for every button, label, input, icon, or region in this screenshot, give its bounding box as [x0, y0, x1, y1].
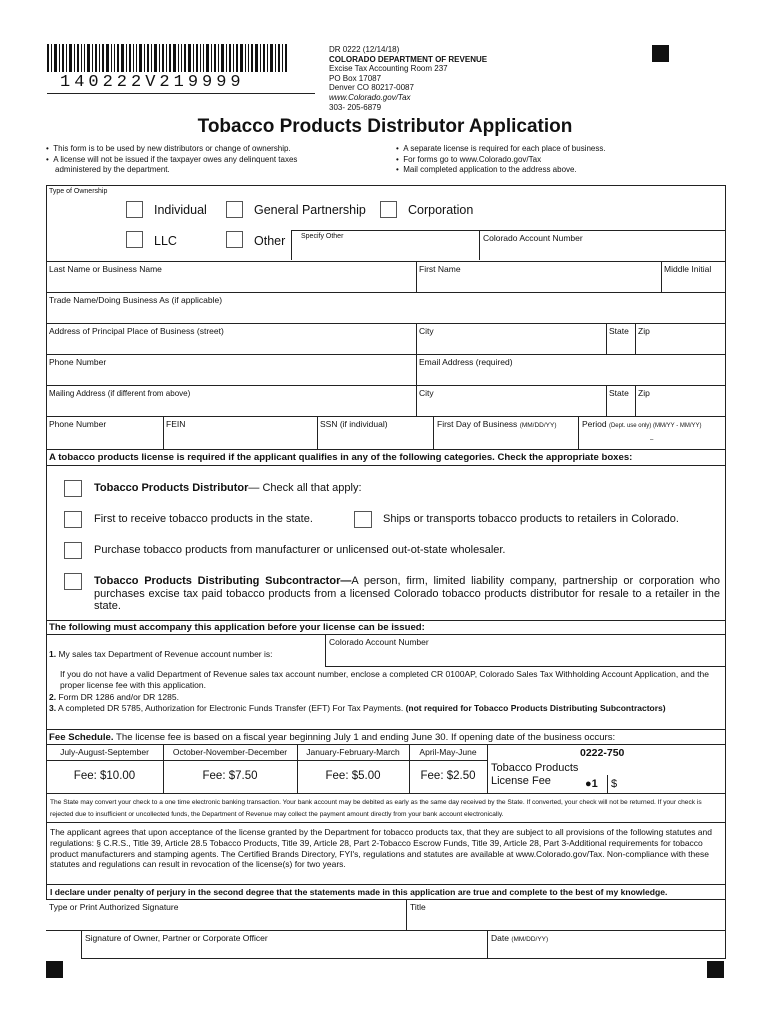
- specify-other-field[interactable]: Specify Other: [301, 233, 344, 240]
- fee-amount-q4: Fee: $2.50: [420, 770, 476, 782]
- first-receive-label: First to receive tobacco products in the state.: [94, 513, 313, 525]
- distributor-label: [94, 482, 362, 494]
- intro-bullet: • A separate license is required for each place of business.: [396, 144, 606, 153]
- subcontractor-checkbox[interactable]: [64, 573, 82, 590]
- fee-amount-q2: Fee: $7.50: [202, 770, 258, 782]
- fee-schedule-text: [49, 732, 615, 743]
- department-name: COLORADO DEPARTMENT OF REVENUE: [329, 54, 488, 64]
- barcode-graphic: [47, 44, 287, 72]
- barcode: [47, 44, 287, 72]
- ssn-field[interactable]: SSN (if individual): [320, 419, 388, 429]
- phone-field-2[interactable]: Phone Number: [49, 419, 107, 429]
- middle-initial-field[interactable]: Middle Initial: [664, 264, 712, 274]
- address-line: Excise Tax Accounting Room 237: [329, 64, 448, 74]
- registration-mark: [652, 45, 669, 62]
- intro-text: A license will not be issued if the taxpayer owes any delinquent taxes: [53, 154, 298, 164]
- trade-name-field[interactable]: Trade Name/Doing Business As (if applicable): [49, 295, 223, 305]
- ownership-label: Type of Ownership: [49, 188, 108, 195]
- distributor-note: — Check all that apply:: [248, 482, 362, 494]
- registration-mark: [46, 961, 63, 978]
- address-line: Denver CO 80217-0087: [329, 83, 414, 93]
- license-fee-label: [491, 762, 578, 788]
- barcode-number: 140222V219999: [60, 73, 245, 92]
- eft-notice: The State may convert your check to a one time electronic banking transaction. Your bank account may be debited as early as the same day received by the State. If converted, your check will not be returned. If your check is rejected due to insufficient or uncollected funds, the Department of Revenue may collect the payment amount directly from your bank account electronically.: [50, 799, 702, 818]
- distributor-title: Tobacco Products Distributor: [94, 482, 249, 494]
- item1: [49, 649, 273, 659]
- intro-left: [46, 144, 297, 176]
- categories-header: A tobacco products license is required if the applicant qualifies in any of the following categories. Check the appropriate boxes:: [49, 452, 633, 463]
- form-number: DR 0222 (12/14/18): [329, 45, 400, 54]
- general-partnership-checkbox[interactable]: [226, 201, 243, 218]
- first-name-field[interactable]: First Name: [419, 264, 461, 274]
- subcontractor-description: A person, firm, limited liability company, partnership or corporation who purchases excise tax paid tobacco products from a licensed Colorado tobacco products distributor for resale to a retailer in the state.: [94, 575, 720, 612]
- subcontractor-title: Tobacco Products Distributing Subcontractor—: [94, 575, 352, 587]
- item2-text: Form DR 1286 and/or DR 1285.: [58, 692, 179, 702]
- general-partnership-label: General Partnership: [254, 203, 366, 217]
- intro-text: Mail completed application to the address above.: [403, 165, 577, 174]
- fee-code: 0222-750: [580, 747, 625, 759]
- intro-bullet: • For forms go to www.Colorado.gov/Tax: [396, 154, 542, 164]
- first-day-label: First Day of Business: [437, 419, 518, 429]
- accompany-header: The following must accompany this application before your license can be issued:: [49, 622, 425, 633]
- email-field[interactable]: Email Address (required): [419, 357, 513, 367]
- print-name-field[interactable]: Type or Print Authorized Signature: [49, 902, 179, 912]
- license-fee-line2: License Fee: [491, 775, 551, 787]
- item1-note: If you do not have a valid Department of Revenue sales tax account number, enclose a completed CR 0100AP, Colorado Sales Tax Withholding Account Application, and the proper license fee with this application.: [60, 669, 709, 690]
- intro-text: administered by the department.: [55, 165, 170, 174]
- intro-bullet: • This form is to be used by new distributors or change of ownership.: [46, 144, 291, 153]
- intro-bullet: • A license will not be issued if the taxpayer owes any delinquent taxes: [46, 154, 298, 164]
- period-label: Period: [582, 419, 607, 429]
- page-title: Tobacco Products Distributor Application: [197, 116, 573, 137]
- registration-mark: [707, 961, 724, 978]
- fee-period-q2: October-November-December: [172, 747, 288, 757]
- mailing-address-field[interactable]: Mailing Address (if different from above): [49, 389, 191, 398]
- purchase-label: Purchase tobacco products from manufacturer or unlicensed out-ot-state wholesaler.: [94, 544, 506, 556]
- period-dash: –: [650, 437, 654, 443]
- item3-number: 3.: [49, 703, 57, 713]
- colorado-account-number-field[interactable]: Colorado Account Number: [483, 233, 583, 243]
- declaration: I declare under penalty of perjury in the second degree that the statements made in this application are true and complete to the best of my knowledge.: [50, 887, 668, 897]
- address-line: PO Box 17087: [329, 73, 382, 83]
- fee-amount-q1: Fee: $10.00: [73, 770, 136, 782]
- mailing-zip-field[interactable]: Zip: [638, 388, 650, 398]
- individual-checkbox[interactable]: [126, 201, 143, 218]
- principal-address-field[interactable]: Address of Principal Place of Business (street): [49, 326, 224, 336]
- principal-zip-field[interactable]: Zip: [638, 326, 650, 336]
- llc-checkbox[interactable]: [126, 231, 143, 248]
- other-label: Other: [254, 234, 286, 248]
- fee-period-q3: January-February-March: [306, 747, 400, 757]
- title-field[interactable]: Title: [410, 902, 426, 912]
- fein-field[interactable]: FEIN: [166, 419, 186, 429]
- individual-label: Individual: [154, 203, 207, 217]
- date-label: Date: [491, 933, 509, 943]
- corporation-checkbox[interactable]: [380, 201, 397, 218]
- item1-number: 1.: [49, 649, 57, 659]
- intro-text: A separate license is required for each place of business.: [403, 144, 606, 153]
- ships-label: Ships or transports tobacco products to retailers in Colorado.: [383, 513, 679, 525]
- license-fee-amount-field[interactable]: $: [611, 778, 618, 790]
- date-field[interactable]: [491, 933, 548, 943]
- address-line: www.Colorado.gov/Tax: [329, 92, 411, 102]
- signature-field[interactable]: Signature of Owner, Partner or Corporate Officer: [85, 933, 268, 943]
- account-number-field[interactable]: Colorado Account Number: [329, 637, 429, 647]
- intro-text: For forms go to www.Colorado.gov/Tax: [403, 154, 542, 164]
- intro-bullet: [46, 165, 297, 176]
- principal-state-field[interactable]: State: [609, 326, 629, 336]
- intro-bullet: • Mail completed application to the address above.: [396, 165, 577, 174]
- item3: [49, 703, 719, 714]
- item2: [49, 692, 179, 702]
- license-fee-marker: ●1: [585, 778, 598, 790]
- last-name-field[interactable]: Last Name or Business Name: [49, 264, 162, 274]
- item1-text: My sales tax Department of Revenue account number is:: [58, 649, 273, 659]
- intro-text: This form is to be used by new distributors or change of ownership.: [53, 144, 291, 153]
- header-rule: [47, 93, 315, 94]
- fee-period-q1: July-August-September: [60, 747, 149, 757]
- header-info: [329, 45, 487, 112]
- phone-field[interactable]: Phone Number: [49, 357, 107, 367]
- fee-amount-q3: Fee: $5.00: [325, 770, 381, 782]
- llc-label: LLC: [154, 234, 177, 248]
- first-day-format: (MM/DD/YY): [519, 422, 557, 429]
- mailing-state-field[interactable]: State: [609, 388, 629, 398]
- item3-text: A completed DR 5785, Authorization for Electronic Funds Transfer (EFT) For Tax Payments.: [58, 703, 404, 713]
- fee-period-q4: April-May-June: [419, 747, 477, 757]
- purchase-checkbox[interactable]: [64, 542, 82, 559]
- first-receive-checkbox[interactable]: [64, 511, 82, 528]
- address-line: 303- 205-6879: [329, 102, 382, 112]
- ships-checkbox[interactable]: [354, 511, 372, 528]
- item2-number: 2.: [49, 692, 57, 702]
- fee-schedule-title: Fee Schedule.: [49, 732, 114, 743]
- period-field[interactable]: [582, 419, 702, 429]
- item3-note: (not required for Tobacco Products Distributing Subcontractors): [405, 703, 666, 713]
- principal-city-field[interactable]: City: [419, 326, 434, 336]
- first-day-field[interactable]: [437, 419, 557, 429]
- agreement-text: The applicant agrees that upon acceptance of the license granted by the Department for tobacco products tax, that they are subject to all provisions of the following statutes and regulations: § C.R.S., Title 39, Article 28.5 Tobacco Products, Title 39, Article 28, Part 2-Tobacco Escrow Funds, Title 39, Article 28, Part 3-Additional requirements for tobacco product manufacturers and stamping agents. The Certified Brands Directory, FYI's, regulations and statutes are available at www.Colorado.gov/Tax. Non-compliance with these statutes and regulations can result in revocation of the license(s) for two years.: [50, 827, 712, 870]
- subcontractor-label: [94, 575, 720, 613]
- corporation-label: Corporation: [408, 203, 474, 217]
- period-format: (Dept. use only) (MM/YY - MM/YY): [608, 423, 702, 429]
- license-fee-line1: Tobacco Products: [491, 762, 579, 774]
- fee-schedule-description: The license fee is based on a fiscal year beginning July 1 and ending June 30. If opening date of the business occurs:: [116, 732, 616, 743]
- intro-right: [396, 144, 606, 176]
- mailing-city-field[interactable]: City: [419, 388, 434, 398]
- distributor-checkbox[interactable]: [64, 480, 82, 497]
- date-format: (MM/DD/YY): [511, 936, 549, 943]
- other-checkbox[interactable]: [226, 231, 243, 248]
